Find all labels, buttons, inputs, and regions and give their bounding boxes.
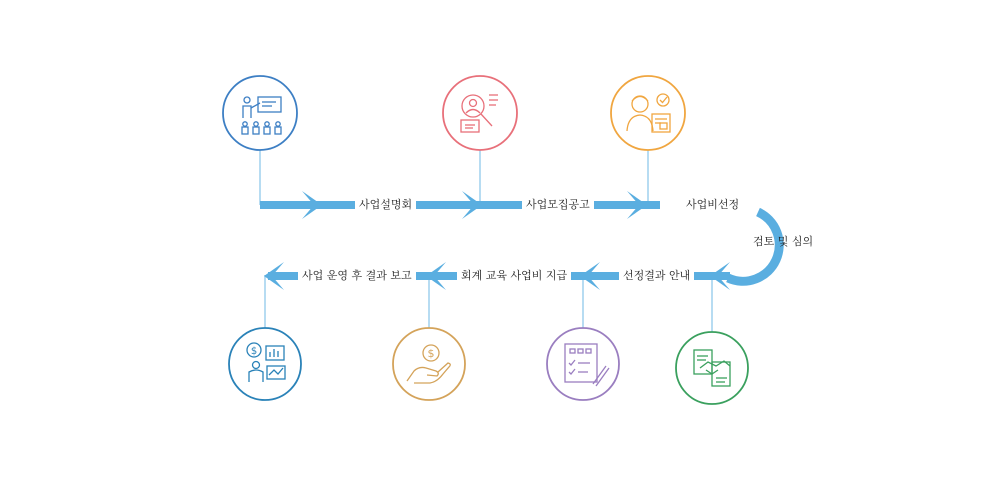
step-label-briefing: 사업설명회 [355, 197, 416, 213]
step-circle-report [229, 328, 301, 400]
step-circle-select [611, 76, 685, 150]
step-label-report: 사업 운영 후 결과 보고 [298, 268, 416, 284]
step-label-accounting-payment: 회계 교육 사업비 지급 [457, 268, 571, 284]
svg-text:$: $ [250, 346, 258, 357]
step-label-recruitment: 사업모집공고 [522, 197, 594, 213]
step-circle-money [393, 328, 465, 400]
svg-text:$: $ [427, 347, 435, 360]
step-label-review: 검토 및 심의 [753, 235, 814, 248]
connector-lines [260, 150, 712, 332]
step-circle-handshake [676, 332, 748, 404]
step-circle-recruit [443, 76, 517, 150]
step-circle-presentation [223, 76, 297, 150]
step-label-result-notice: 선정결과 안내 [619, 268, 694, 284]
step-label-selection: 사업비선정 [682, 197, 743, 213]
step-circle-checklist [547, 328, 619, 400]
